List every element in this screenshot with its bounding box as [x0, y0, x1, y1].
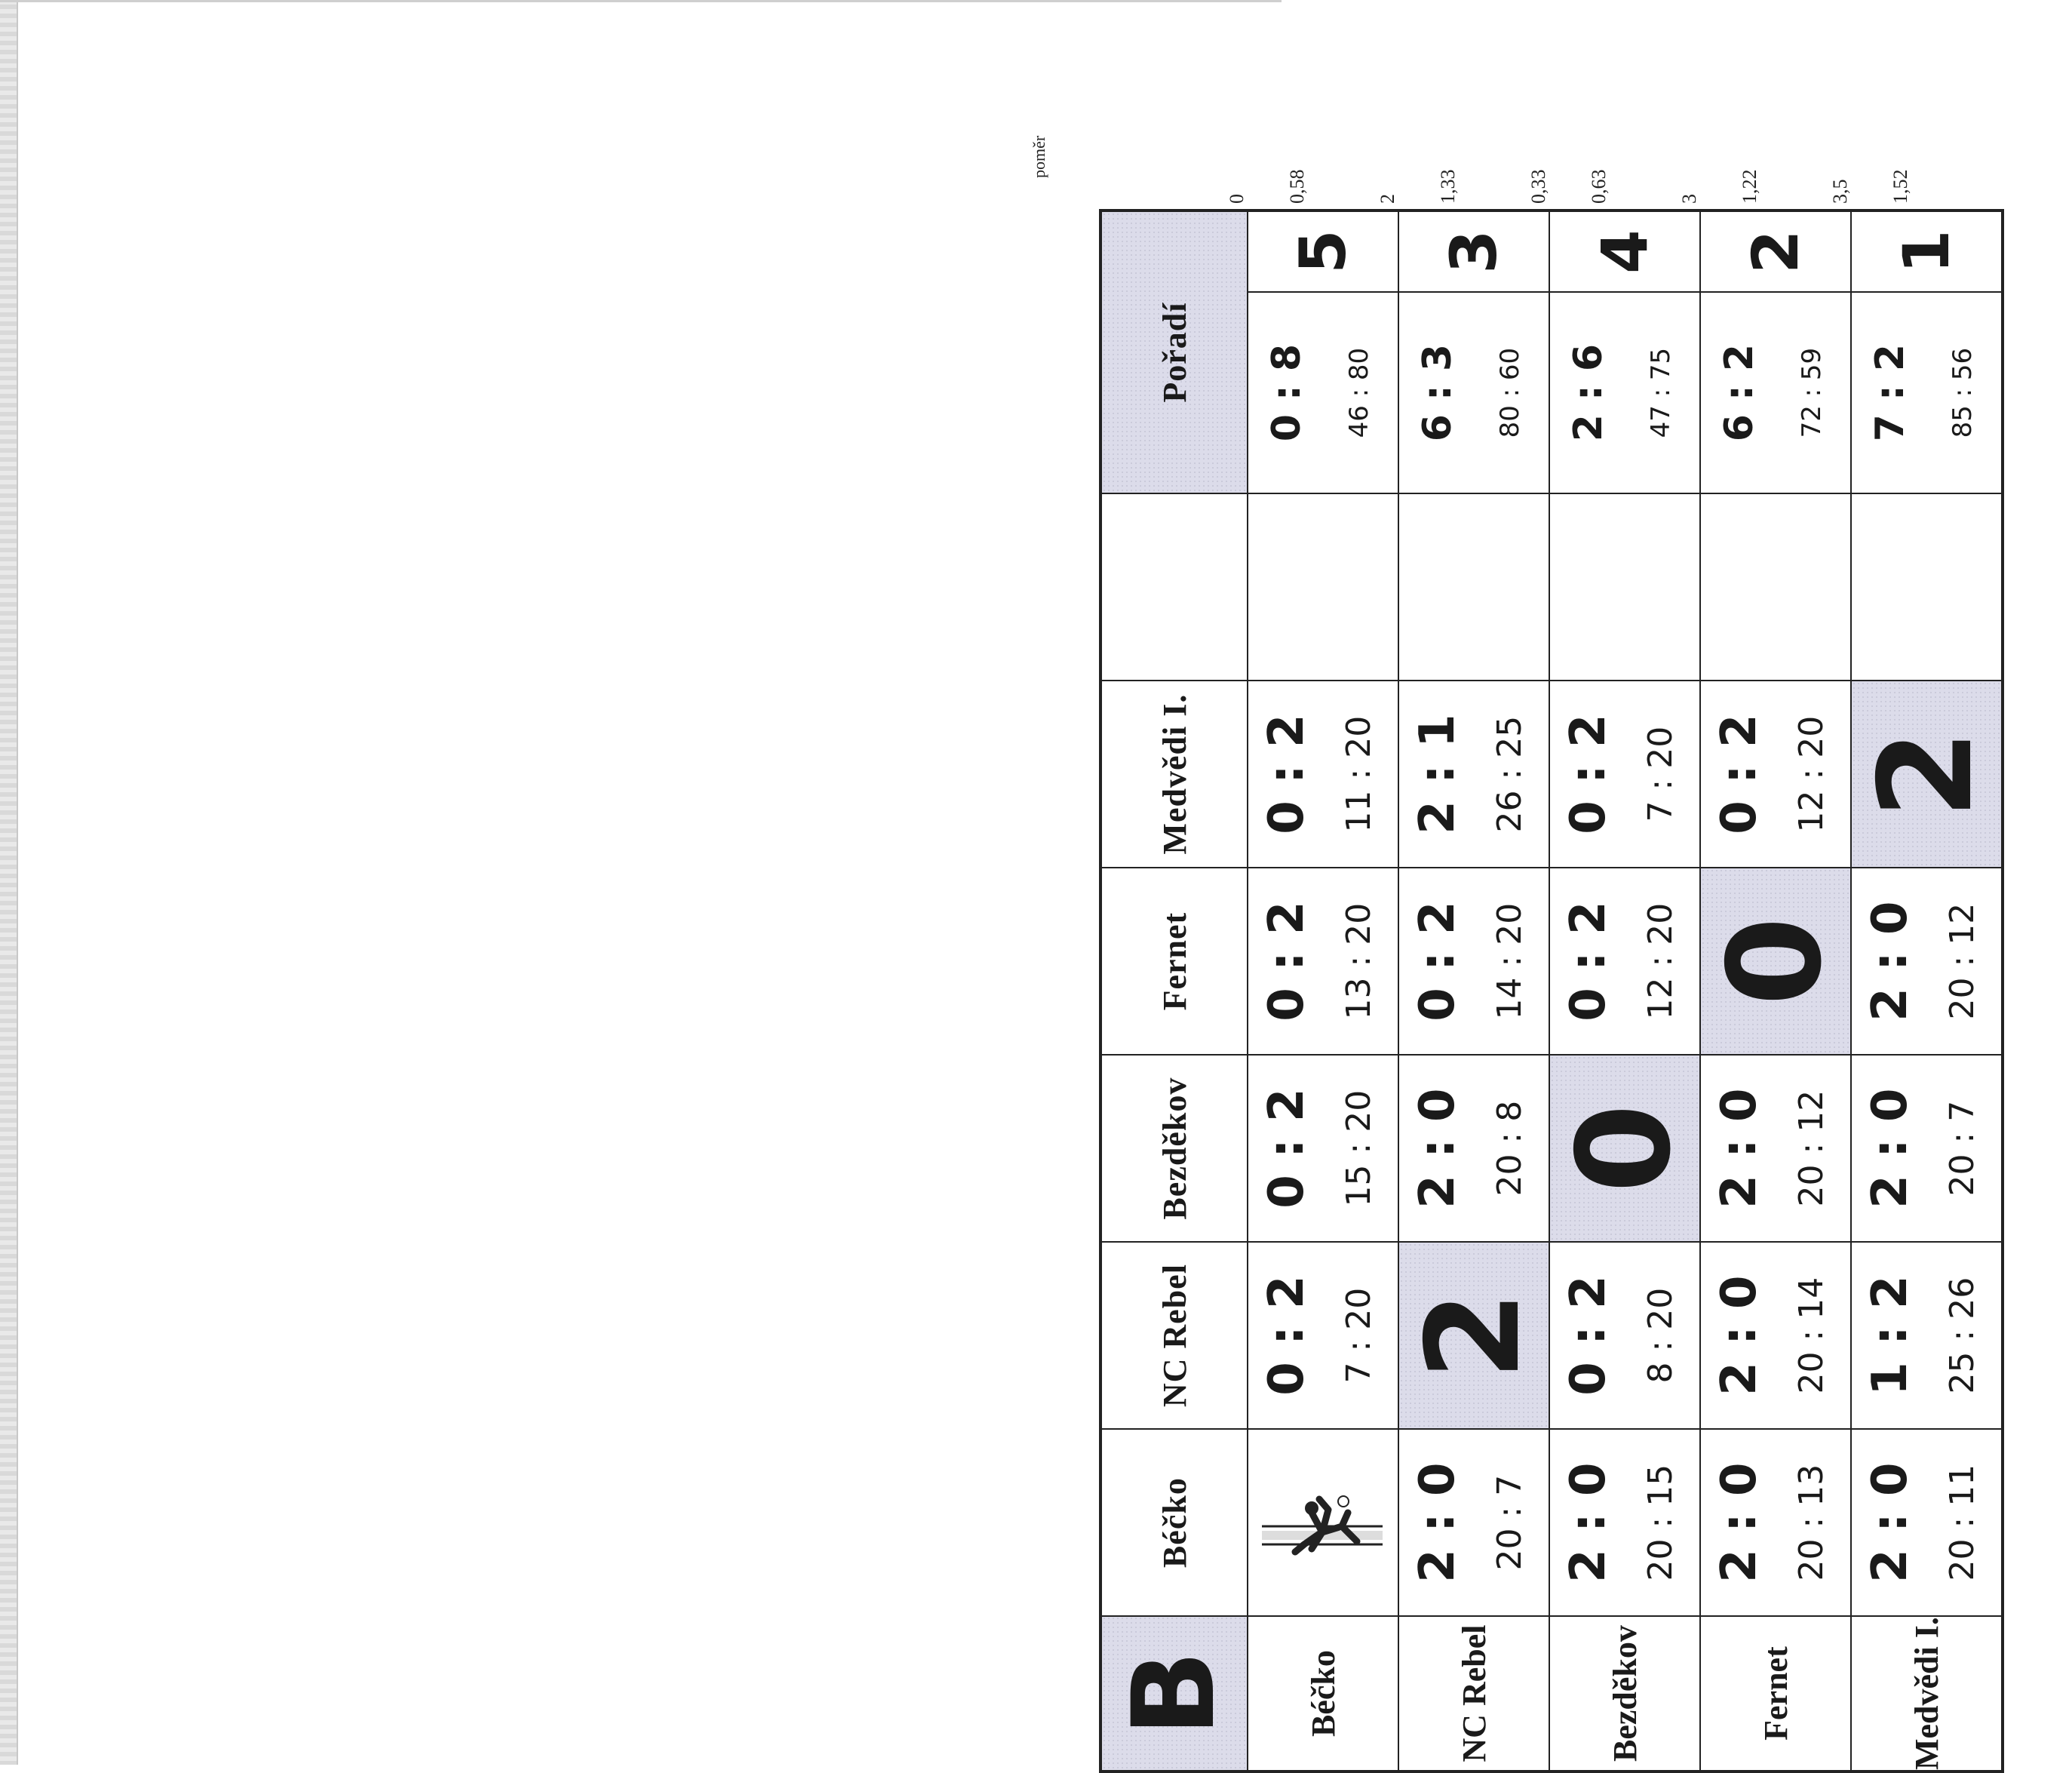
ball-score: 26 : 25	[1490, 715, 1529, 833]
match-result-cell	[1700, 1055, 1851, 1242]
volleyball-logo-cell	[1248, 1429, 1398, 1616]
set-score: 2 : 0	[1862, 1088, 1918, 1209]
match-result-cell	[1851, 1242, 2003, 1429]
set-score: 0 : 2	[1259, 1088, 1315, 1209]
ratio-value-b: 1,52	[1889, 169, 1911, 204]
set-score: 2 : 0	[1711, 1275, 1767, 1396]
rotated-results-sheet	[1030, 128, 2072, 1773]
diagonal-points: 2	[1852, 729, 2001, 819]
diagonal-self-cell	[1398, 1242, 1549, 1429]
row-team-name: Bezděkov	[1549, 1616, 1700, 1771]
summary-balls: 80 : 60	[1495, 347, 1525, 438]
set-score: 0 : 2	[1410, 901, 1466, 1022]
summary-score-cell	[1398, 292, 1549, 493]
scan-edge-line	[17, 0, 18, 1765]
summary-balls: 85 : 56	[1948, 347, 1978, 438]
row-team-name: Medvědi I.	[1851, 1616, 2003, 1771]
set-score: 2 : 1	[1410, 714, 1466, 834]
set-score: 2 : 0	[1862, 901, 1918, 1022]
match-result-cell	[1398, 1055, 1549, 1242]
rank-header-label: Pořadí	[1156, 302, 1193, 403]
match-result-cell	[1248, 1055, 1398, 1242]
blank-cell	[1700, 493, 1851, 681]
rank-value: 1	[1851, 210, 2003, 292]
summary-sets: 6 : 3	[1415, 343, 1460, 442]
match-result-cell	[1549, 1242, 1700, 1429]
column-header-5: Medvědi I.	[1100, 681, 1248, 868]
set-score: 0 : 2	[1259, 901, 1315, 1022]
match-result-cell	[1398, 868, 1549, 1055]
blank-cell	[1851, 493, 2003, 681]
ratio-value-a: 3,5	[1829, 179, 1851, 204]
summary-score-cell	[1248, 292, 1398, 493]
diagonal-points: 2	[1399, 1290, 1549, 1381]
blank-cell	[1398, 493, 1549, 681]
table-row	[1248, 210, 1398, 1771]
ball-score: 12 : 20	[1641, 902, 1680, 1020]
ball-score: 20 : 8	[1490, 1100, 1529, 1197]
set-score: 0 : 2	[1259, 1275, 1315, 1396]
column-header-4: Fernet	[1100, 868, 1248, 1055]
match-result-cell	[1248, 868, 1398, 1055]
table-row	[1398, 210, 1549, 1771]
ratio-value-a: 3	[1678, 194, 1700, 204]
summary-score-cell	[1700, 292, 1851, 493]
ball-score: 14 : 20	[1490, 902, 1529, 1020]
rank-value: 4	[1549, 210, 1700, 292]
match-result-cell	[1549, 1429, 1700, 1616]
match-result-cell	[1700, 681, 1851, 868]
match-result-cell	[1398, 1429, 1549, 1616]
ratio-value-a: 2	[1377, 194, 1398, 204]
rank-value: 3	[1398, 210, 1549, 292]
scan-binding-edge	[0, 0, 17, 1765]
row-team-name: NC Rebel	[1398, 1616, 1549, 1771]
blank-cell	[1248, 493, 1398, 681]
match-result-cell	[1851, 868, 2003, 1055]
match-result-cell	[1700, 1242, 1851, 1429]
summary-sets: 7 : 2	[1868, 343, 1913, 442]
summary-sets: 0 : 8	[1264, 343, 1309, 442]
blank-cell	[1549, 493, 1700, 681]
set-score: 2 : 0	[1711, 1462, 1767, 1583]
diagonal-self-cell	[1851, 681, 2003, 868]
ratio-value-a: 0,33	[1527, 169, 1549, 204]
ball-score: 12 : 20	[1792, 715, 1831, 833]
set-score: 0 : 2	[1561, 1275, 1616, 1396]
row-team-name: Fernet	[1700, 1616, 1851, 1771]
ratio-value-a: 0	[1226, 194, 1248, 204]
ball-score: 25 : 26	[1943, 1277, 1981, 1394]
ball-score: 20 : 7	[1943, 1100, 1981, 1197]
ball-score: 20 : 7	[1490, 1474, 1529, 1571]
ball-score: 20 : 12	[1943, 902, 1981, 1020]
match-result-cell	[1700, 1429, 1851, 1616]
summary-score-cell	[1851, 292, 2003, 493]
ball-score: 20 : 12	[1792, 1089, 1831, 1207]
summary-sets: 6 : 2	[1717, 343, 1762, 442]
blank-header	[1100, 493, 1248, 681]
column-header-3: Bezděkov	[1100, 1055, 1248, 1242]
ratio-heading: poměr	[1030, 135, 1048, 178]
rank-value: 5	[1248, 210, 1398, 292]
set-score: 2 : 0	[1862, 1462, 1918, 1583]
ball-score: 20 : 11	[1943, 1464, 1981, 1581]
summary-balls: 46 : 80	[1344, 347, 1374, 438]
match-result-cell	[1398, 681, 1549, 868]
set-score: 0 : 2	[1259, 714, 1315, 834]
ratio-value-b: 1,22	[1739, 169, 1760, 204]
match-result-cell	[1248, 1242, 1398, 1429]
row-team-name: Béčko	[1248, 1616, 1398, 1771]
ratio-value-b: 1,33	[1437, 169, 1459, 204]
table-row	[1700, 210, 1851, 1771]
ball-score: 20 : 14	[1792, 1277, 1831, 1394]
volleyball-player-icon	[1259, 1466, 1387, 1579]
diagonal-self-cell	[1549, 1055, 1700, 1242]
group-letter-cell	[1100, 1616, 1248, 1771]
ball-score: 20 : 13	[1792, 1464, 1831, 1581]
ball-score: 15 : 20	[1340, 1089, 1378, 1207]
set-score: 2 : 0	[1410, 1088, 1466, 1209]
column-header-1: Béčko	[1100, 1429, 1248, 1616]
ball-score: 8 : 20	[1641, 1287, 1680, 1384]
match-result-cell	[1549, 868, 1700, 1055]
summary-sets: 2 : 6	[1566, 343, 1611, 442]
diagonal-self-cell	[1700, 868, 1851, 1055]
rank-value: 2	[1700, 210, 1851, 292]
match-result-cell	[1248, 681, 1398, 868]
ball-score: 20 : 15	[1641, 1464, 1680, 1581]
match-result-cell	[1851, 1429, 2003, 1616]
ball-score: 7 : 20	[1340, 1287, 1378, 1384]
set-score: 2 : 0	[1561, 1462, 1616, 1583]
set-score: 1 : 2	[1862, 1275, 1918, 1396]
diagonal-points: 0	[1550, 1103, 1699, 1194]
set-score: 0 : 2	[1711, 714, 1767, 834]
table-row	[1549, 210, 1700, 1771]
set-score: 2 : 0	[1711, 1088, 1767, 1209]
diagonal-points: 0	[1701, 916, 1850, 1006]
set-score: 2 : 0	[1410, 1462, 1466, 1583]
summary-balls: 47 : 75	[1646, 347, 1676, 438]
ratio-value-b: 0,58	[1286, 169, 1308, 204]
summary-balls: 72 : 59	[1797, 347, 1827, 438]
ball-score: 13 : 20	[1340, 902, 1378, 1020]
set-score: 0 : 2	[1561, 901, 1616, 1022]
results-table	[1099, 209, 2004, 1773]
table-row	[1851, 210, 2003, 1771]
scan-top-edge	[0, 0, 1282, 2]
ball-score: 7 : 20	[1641, 726, 1680, 822]
match-result-cell	[1851, 1055, 2003, 1242]
ratio-value-b: 0,63	[1588, 169, 1610, 204]
column-header-2: NC Rebel	[1100, 1242, 1248, 1429]
summary-score-cell	[1549, 292, 1700, 493]
rank-header	[1100, 210, 1248, 493]
ball-score: 11 : 20	[1340, 715, 1378, 833]
group-letter: B	[1109, 1650, 1240, 1737]
set-score: 0 : 2	[1561, 714, 1616, 834]
match-result-cell	[1549, 681, 1700, 868]
